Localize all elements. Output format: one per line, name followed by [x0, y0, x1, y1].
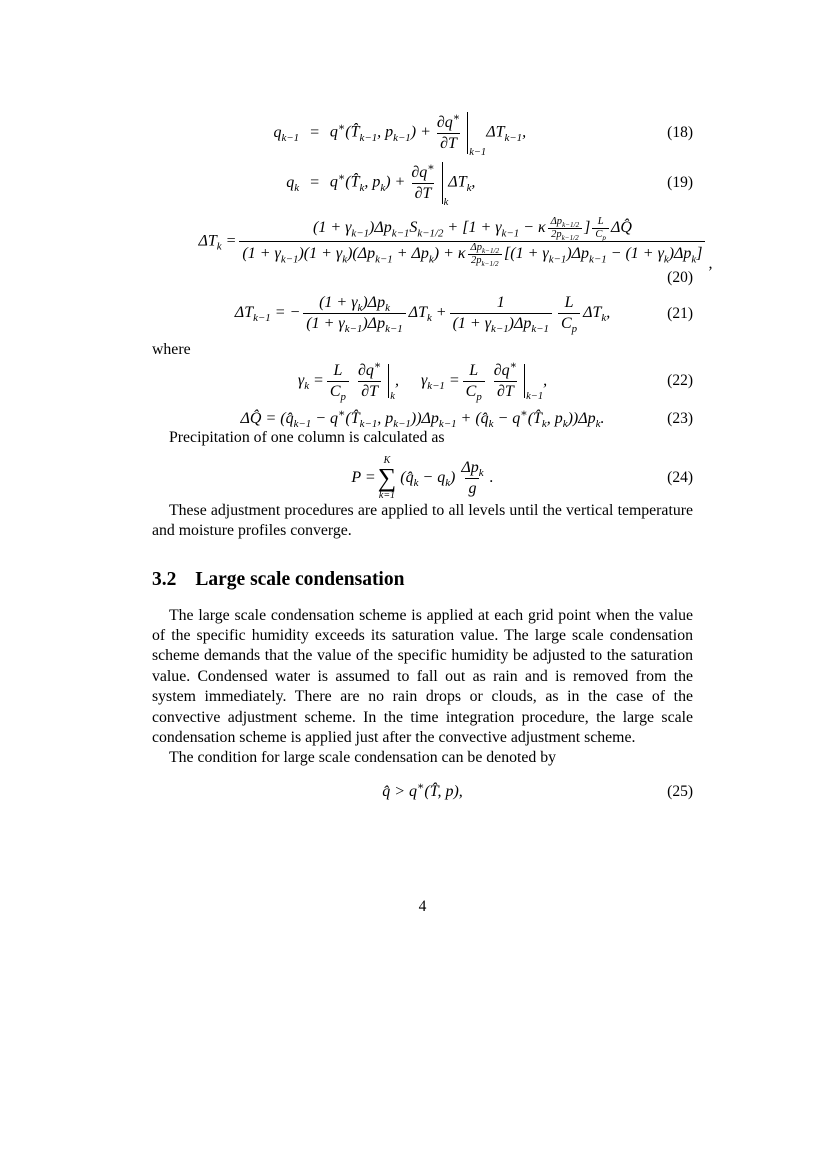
math-superscript: ∗ [337, 171, 346, 184]
math-subscript: k−1 [501, 227, 520, 240]
eval-subscript: k [390, 391, 395, 403]
math-subscript: k [445, 477, 451, 490]
math-subscript: p [602, 234, 606, 243]
math-subscript: k [359, 181, 365, 194]
math-token: )Δp [508, 315, 532, 333]
math-token: , [708, 255, 713, 273]
math-subscript: k−1 [351, 227, 370, 240]
math-token: C [329, 382, 341, 400]
math-token: (1 + γ [312, 219, 352, 237]
denominator: ∂T [437, 133, 460, 154]
equation-22 [152, 361, 693, 402]
math-token: . [489, 469, 494, 487]
math-subscript: k−1/2 [481, 247, 500, 256]
math-subscript: k−1 [589, 253, 607, 266]
math-token: q [273, 123, 282, 141]
math-subscript: k−1 [391, 227, 410, 240]
denominator: ∂T [412, 183, 435, 204]
math-token: ∂q [493, 361, 510, 379]
denominator: ∂T [494, 381, 517, 402]
numerator: 1 [496, 294, 505, 312]
fraction [468, 242, 503, 267]
sum-upper-limit: K [383, 455, 391, 467]
section-number: 3.2 [152, 568, 177, 590]
numerator [491, 361, 520, 381]
math-subscript: k [216, 240, 222, 253]
math-token: )Δp [369, 219, 392, 237]
math-subscript: k [385, 302, 390, 315]
math-token: (q̂ [400, 469, 414, 487]
eval-bar [467, 112, 487, 158]
math-token: − κ [519, 219, 546, 237]
math-token: , [394, 371, 399, 389]
math-token: ] [696, 245, 703, 263]
math-subscript: k−1 [531, 323, 549, 336]
math-token: C [595, 229, 603, 241]
math-token: ) + κ [433, 245, 466, 263]
equation-number: (24) [667, 469, 693, 487]
equation-number: (25) [667, 782, 693, 800]
math-subscript: k−1 [375, 253, 393, 266]
sum-lower-limit: k=1 [378, 489, 396, 501]
math-subscript: k−1 [548, 253, 567, 266]
equation-20 [152, 216, 713, 287]
denominator [468, 254, 502, 267]
equation-21 [152, 293, 693, 334]
numerator [310, 216, 635, 241]
math-token: (T̂ [345, 173, 360, 191]
math-superscript: ∗ [337, 121, 346, 134]
math-token: γ [297, 371, 305, 389]
precipitation-intro: Precipitation of one column is calculated as [169, 428, 445, 446]
section-title: Large scale condensation [195, 568, 405, 590]
math-token: Δp [550, 216, 563, 227]
math-superscript: ∗ [417, 780, 425, 793]
equals-sign: = − [274, 304, 301, 322]
lsc-paragraph: The large scale condensation scheme is applied at each grid point when the value of the specific humidity exceeds its saturation value. The large scale condensation scheme demands that the value of the specific humidity be adjusted to the saturation value. Condensed water is assumed to fall out as rain and is removed from the system immediately. There are no rain drops or clouds, as in the case of the convective adjustment scheme. In the time integration procedure, the large scale condensation scheme is applied just after the convective adjustment scheme. [152, 606, 693, 746]
math-token: ΔT [408, 304, 427, 322]
math-token: q [409, 782, 417, 800]
math-subscript: k [357, 302, 363, 315]
numerator [548, 216, 583, 228]
math-superscript: ∗ [427, 161, 435, 174]
denominator [558, 313, 580, 334]
math-token: , [543, 371, 548, 389]
fraction [592, 216, 609, 241]
math-token: , p [377, 123, 394, 141]
equation-body [215, 161, 666, 208]
fraction [463, 361, 485, 402]
math-token: ΔQ̂ [240, 409, 262, 427]
math-subscript: k−1 [359, 417, 378, 430]
math-subscript: k [478, 467, 484, 480]
math-subscript: k [428, 253, 434, 266]
math-subscript: k−1 [280, 253, 299, 266]
equals-sign: = [448, 371, 460, 389]
math-subscript: k [488, 417, 494, 430]
fraction [355, 361, 384, 402]
denominator: ∂T [358, 381, 381, 402]
math-token: ) [450, 469, 456, 487]
math-subscript: k−1 [359, 131, 378, 144]
math-token: C [560, 315, 572, 333]
math-token: (1 + γ [452, 315, 492, 333]
math-subscript: k [541, 417, 547, 430]
math-superscript: ∗ [373, 359, 382, 372]
numerator [355, 361, 384, 381]
math-token: − q [311, 409, 339, 427]
math-token: q [329, 173, 338, 191]
equals-sign: = [364, 469, 376, 487]
math-token: ΔT [583, 304, 602, 322]
fraction [408, 163, 437, 204]
math-token: (T̂ [527, 409, 542, 427]
section-heading [152, 569, 693, 591]
math-token: (1 + γ [319, 294, 358, 312]
math-token: − q [418, 469, 446, 487]
equals-sign: = [309, 123, 320, 141]
math-token: Δp [461, 458, 479, 476]
where-text: where [152, 341, 191, 359]
fraction [303, 293, 405, 334]
math-token: S [409, 219, 418, 237]
math-subscript: k−1/2 [417, 227, 444, 240]
math-rhs [329, 161, 666, 208]
fraction [327, 361, 349, 402]
math-token: , [471, 173, 476, 191]
math-token: ) + [410, 123, 431, 141]
math-subscript: k−1 [438, 417, 457, 430]
adjustment-paragraph: These adjustment procedures are applied to all levels until the vertical temperature and moisture profiles converge. [152, 501, 693, 540]
math-subscript: k−1 [504, 131, 523, 144]
eval-subscript: k−1 [469, 147, 487, 158]
math-subscript: k−1 [253, 312, 271, 325]
math-token: P [351, 469, 361, 487]
equation-body [152, 216, 759, 273]
math-token: ] [584, 219, 591, 237]
math-token: (T̂ [345, 409, 360, 427]
eval-subscript: k [443, 197, 449, 208]
numerator: L [469, 361, 479, 379]
math-subscript: k [294, 181, 300, 194]
math-superscript: ∗ [452, 111, 461, 124]
math-token: ))Δp [567, 409, 596, 427]
math-token: + Δp [392, 245, 429, 263]
math-token: )Δp [668, 245, 692, 263]
equation-body [297, 359, 548, 403]
math-token: )(Δp [347, 245, 376, 263]
greater-than-sign: > [394, 782, 405, 800]
math-token: q̂ [382, 782, 391, 800]
math-subscript: k−1/2 [481, 260, 499, 269]
math-token: ∂q [411, 163, 428, 181]
math-token: (1 + γ [242, 245, 281, 263]
math-subscript: k [380, 181, 386, 194]
math-token: (1 + γ [306, 315, 345, 333]
vertical-bar [442, 162, 443, 204]
math-subscript: k−1 [393, 417, 411, 430]
math-token: )Δp [566, 245, 590, 263]
math-superscript: ∗ [509, 359, 518, 372]
math-token: , p [546, 409, 563, 427]
numerator [458, 458, 486, 478]
equation-19 [152, 161, 693, 208]
math-subscript: k−1 [385, 323, 403, 336]
math-lhs [215, 124, 299, 142]
math-token: C [465, 382, 477, 400]
equation-group-18-19 [152, 111, 693, 208]
denominator [548, 228, 582, 241]
math-token: , [606, 304, 611, 322]
numerator: L [597, 216, 604, 227]
fraction [458, 458, 486, 499]
math-subscript: k [601, 312, 607, 325]
math-token: [(1 + γ [504, 245, 549, 263]
vertical-bar [524, 364, 525, 398]
denominator [463, 381, 485, 402]
equals-sign: = [313, 371, 324, 389]
equation-body [382, 780, 463, 800]
eval-bar [388, 364, 395, 403]
math-token: + [1 + γ [443, 219, 502, 237]
eval-bar [524, 364, 544, 403]
denominator: g [465, 478, 479, 499]
math-subscript: k−1 [393, 131, 411, 144]
equation-number: (22) [667, 372, 693, 390]
math-token: ΔT [448, 173, 467, 191]
math-token: (T̂ [345, 123, 360, 141]
math-subscript: k−1 [293, 417, 312, 430]
math-token: ΔT [198, 232, 217, 250]
math-token: − (1 + γ [606, 245, 664, 263]
math-subscript: k [595, 417, 601, 430]
math-subscript: k [426, 312, 432, 325]
math-token: γ [420, 371, 428, 389]
math-token: + [431, 304, 447, 322]
equals-sign: = [225, 232, 237, 250]
math-subscript: k−1/2 [562, 221, 580, 230]
math-token: )(1 + γ [298, 245, 343, 263]
page-number: 4 [418, 898, 427, 915]
math-token: )Δp [362, 294, 386, 312]
math-token: )Δp [362, 315, 386, 333]
math-token: , [522, 123, 527, 141]
math-superscript: ∗ [338, 407, 346, 420]
math-subscript: k [691, 253, 697, 266]
math-token: q [329, 123, 338, 141]
math-subscript: k [413, 477, 419, 490]
math-rhs [329, 111, 666, 158]
condition-intro: The condition for large scale condensation can be denoted by [169, 749, 557, 767]
denominator [327, 381, 349, 402]
sigma-symbol: ∑ [377, 463, 397, 493]
math-token: , p [364, 173, 381, 191]
fraction [434, 113, 463, 154]
math-subscript: k−1 [491, 323, 509, 336]
math-token: ))Δp [410, 409, 439, 427]
numerator [316, 293, 393, 313]
math-token: + (q̂ [456, 409, 489, 427]
numerator [434, 113, 463, 133]
math-superscript: ∗ [520, 407, 528, 420]
math-token: . [600, 409, 605, 427]
math-token: ∂q [357, 361, 374, 379]
math-token: 2p [551, 229, 562, 241]
equals-sign: = [309, 173, 320, 191]
math-lhs [215, 174, 299, 192]
math-token: ∂q [436, 113, 453, 131]
math-subscript: k [562, 417, 568, 430]
math-subscript: p [476, 390, 482, 403]
math-subscript: k [304, 380, 310, 393]
math-subscript: p [340, 390, 346, 403]
math-token: (q̂ [280, 409, 294, 427]
denominator [239, 241, 705, 267]
equation-number: (19) [667, 174, 693, 191]
equation-23 [152, 407, 693, 430]
math-token: ΔT [486, 123, 505, 141]
summation [378, 456, 397, 501]
fraction [548, 216, 583, 241]
fraction [558, 293, 580, 334]
numerator: L [333, 361, 343, 379]
equals-sign: = [265, 409, 277, 427]
math-token: (T̂, p), [424, 782, 463, 800]
math-token: , p [377, 409, 394, 427]
equation-number: (18) [667, 124, 693, 141]
math-token: q [286, 173, 295, 191]
equation-number: (21) [667, 304, 693, 322]
equation-body [240, 407, 605, 430]
math-token: ) + [385, 173, 406, 191]
denominator [450, 313, 552, 334]
equation-18 [152, 111, 693, 158]
math-token: 2p [471, 255, 482, 267]
equation-number: (20) [667, 269, 693, 287]
math-subscript: k−1 [427, 380, 445, 393]
math-token: Δp [470, 242, 482, 254]
equation-24 [152, 456, 693, 501]
fraction [450, 293, 552, 334]
numerator: L [564, 294, 574, 312]
math-subscript: k−1 [344, 323, 363, 336]
numerator [408, 163, 437, 183]
eval-subscript: k−1 [526, 391, 544, 403]
math-subscript: k−1/2 [561, 234, 579, 243]
math-token: ΔT [234, 304, 254, 322]
fraction [491, 361, 520, 402]
math-subscript: k [663, 253, 669, 266]
equation-body [215, 111, 666, 158]
vertical-bar [467, 112, 468, 154]
numerator [468, 242, 503, 254]
math-subscript: k [466, 181, 472, 194]
math-subscript: p [571, 323, 578, 336]
math-token: ΔQ̂ [610, 219, 632, 237]
fraction [239, 216, 705, 267]
math-subscript: k [342, 253, 348, 266]
denominator [303, 313, 405, 334]
equation-25 [152, 780, 693, 801]
vertical-bar [388, 364, 389, 398]
math-subscript: k−1 [281, 131, 300, 144]
math-token: − q [493, 409, 521, 427]
denominator [592, 228, 609, 241]
equation-number: (23) [667, 409, 693, 427]
